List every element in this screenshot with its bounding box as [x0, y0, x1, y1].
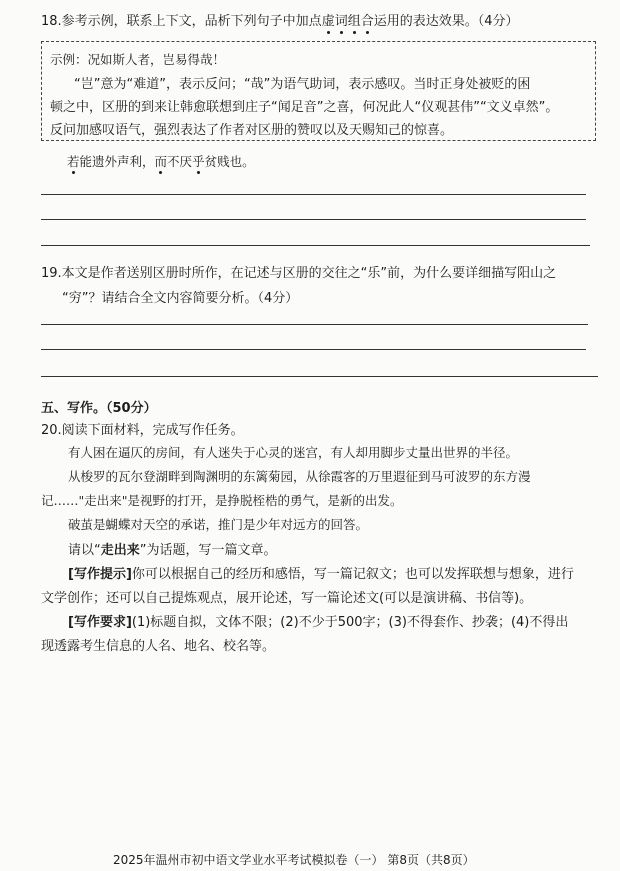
- topic-instruction: 请以“走出来”为话题，写一篇文章。: [68, 543, 277, 558]
- topic-word: 走出来: [100, 543, 140, 558]
- answer-line-19-2[interactable]: [41, 349, 586, 350]
- example-line-4: 反问加感叹语气，强烈表达了作者对区册的赞叹以及天赐知己的惊喜。: [50, 123, 454, 138]
- example-line-2: “岂”意为“难道”，表示反问；“哉”为语气助词，表示感叹。当时正身处被贬的困: [74, 77, 531, 92]
- writing-req-line-2: 现透露考生信息的人名、地名、校名等。: [41, 639, 276, 654]
- section-heading: 五、写作。（50分）: [41, 401, 157, 416]
- answer-line-18-2[interactable]: [41, 219, 586, 220]
- material-para-2a: 从梭罗的瓦尔登湖畔到陶渊明的东篱菊园，从徐霞客的万里遐征到马可波罗的东方漫: [68, 469, 531, 484]
- q20-prompt: 20.阅读下面材料，完成写作任务。: [41, 423, 244, 438]
- page-footer: 2025年温州市初中语文学业水平考试模拟卷（一） 第8页（共8页）: [113, 853, 475, 867]
- answer-line-18-1[interactable]: [41, 194, 586, 195]
- material-para-2b: 记……"走出来"是视野的打开，是挣脱桎梏的勇气，是新的出发。: [41, 493, 403, 508]
- example-line-1: 示例：况如斯人者，岂易得哉！: [50, 52, 226, 67]
- material-para-1: 有人困在逼仄的房间，有人迷失于心灵的迷宫，有人却用脚步丈量出世界的半径。: [68, 445, 519, 460]
- answer-line-18-3[interactable]: [41, 245, 590, 246]
- hint-label: [写作提示]: [68, 567, 132, 582]
- q18-prompt: 18.参考示例，联系上下文，品析下列句子中加点虚词组合运用的表达效果。（4分）: [41, 14, 519, 29]
- material-para-3: 破茧是蝴蝶对天空的承诺，推门是少年对远方的回答。: [68, 517, 369, 532]
- example-line-3: 顿之中，区册的到来让韩愈联想到庄子“闻足音”之喜，何况此人“仪观甚伟”“文义卓然”。: [50, 100, 559, 115]
- writing-hint-line-1: [写作提示]你可以根据自己的经历和感悟，写一篇记叙文；也可以发挥联想与想象，进行: [68, 567, 574, 582]
- writing-req-line-1: [写作要求](1)标题自拟，文体不限；(2)不少于500字；(3)不得套作、抄袭；(4)不得出: [68, 615, 569, 630]
- writing-hint-line-2: 文学创作；还可以自己提炼观点，展开论述，写一篇论述文(可以是演讲稿、书信等)。: [41, 591, 533, 606]
- q18-sentence: 若能遗外声利，而不厌乎贫贱也。: [67, 154, 255, 169]
- q19-line-2: “穷”？请结合全文内容简要分析。（4分）: [62, 291, 299, 306]
- answer-line-19-3[interactable]: [41, 376, 598, 377]
- req-label: [写作要求]: [68, 615, 132, 630]
- answer-line-19-1[interactable]: [41, 324, 588, 325]
- q19-line-1: 19.本文是作者送别区册时所作，在记述与区册的交往之“乐”前，为什么要详细描写阳山之: [41, 266, 557, 281]
